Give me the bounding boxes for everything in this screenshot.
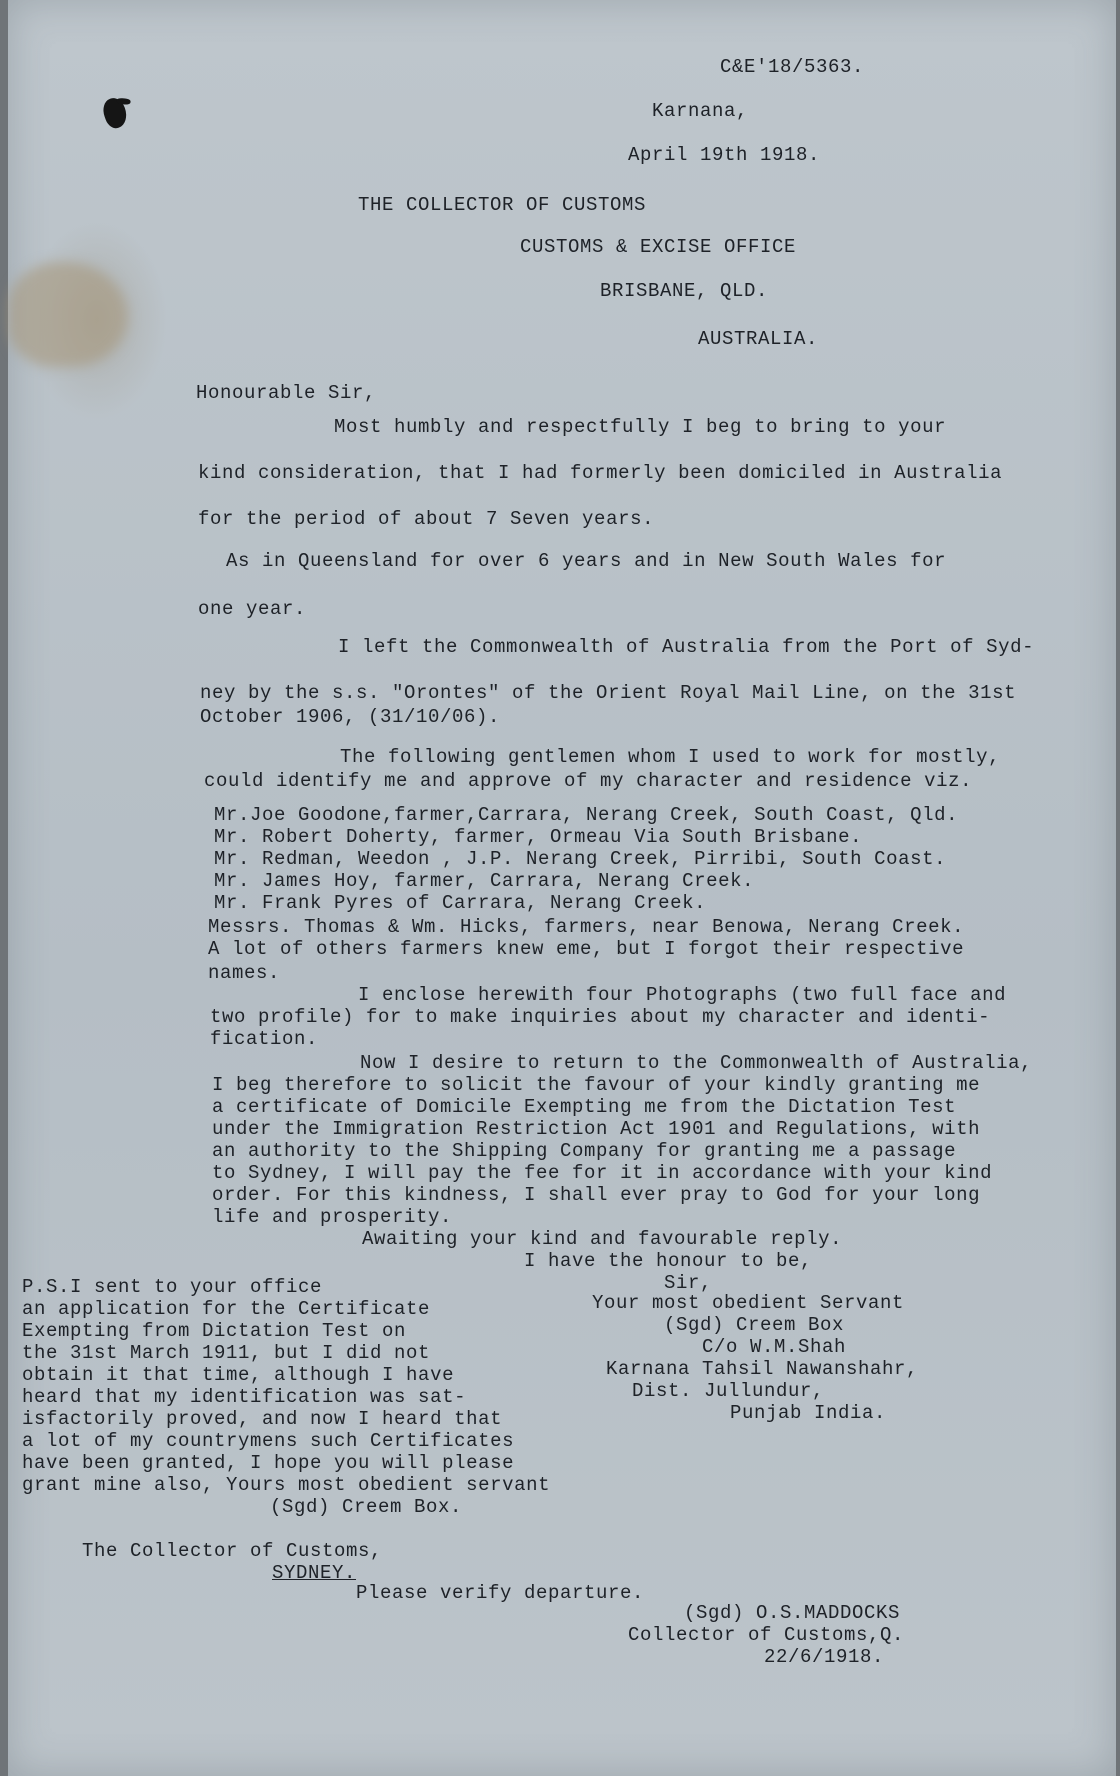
paper-stain <box>8 262 128 367</box>
paragraph-3-line-2: ney by the s.s. "Orontes" of the Orient Royal Mail Line, on the 31st <box>200 682 1017 704</box>
endorsement-title: Collector of Customs,Q. <box>628 1624 905 1646</box>
closing-line-3: Sir, <box>664 1272 713 1294</box>
postscript-line: isfactorily proved, and now I heard that <box>22 1408 503 1430</box>
endorsement-city: SYDNEY. <box>272 1562 357 1584</box>
sender-address-line-1: Karnana Tahsil Nawanshahr, <box>606 1358 919 1380</box>
paragraph-5-line-1: I enclose herewith four Photographs (two full face and <box>358 984 1007 1006</box>
paragraph-6-line-3: a certificate of Domicile Exempting me from the Dictation Test <box>212 1096 957 1118</box>
sender-address-line-3: Punjab India. <box>730 1402 887 1424</box>
referee-line: Messrs. Thomas & Wm. Hicks, farmers, near Benowa, Nerang Creek. <box>208 916 965 938</box>
sender-care-of: C/o W.M.Shah <box>702 1336 847 1358</box>
paragraph-2-line-2: one year. <box>198 598 307 620</box>
sender-place: Karnana, <box>652 100 749 122</box>
referee-line: Mr. James Hoy, farmer, Carrara, Nerang Creek. <box>214 870 755 892</box>
postscript-line: Exempting from Dictation Test on <box>22 1320 407 1342</box>
paragraph-1-line-2: kind consideration, that I had formerly been domiciled in Australia <box>198 462 1003 484</box>
postscript-signature: (Sgd) Creem Box. <box>270 1496 463 1518</box>
sender-address-line-2: Dist. Jullundur, <box>632 1380 825 1402</box>
paragraph-2-line-1: As in Queensland for over 6 years and in New South Wales for <box>226 550 947 572</box>
paragraph-4-line-2: could identify me and approve of my character and residence viz. <box>204 770 973 792</box>
addressee-line-4: AUSTRALIA. <box>698 328 819 350</box>
endorsement-instruction: Please verify departure. <box>356 1582 645 1604</box>
postscript-line: heard that my identification was sat- <box>22 1386 467 1408</box>
addressee-line-3: BRISBANE, QLD. <box>600 280 769 302</box>
postscript-line: an application for the Certificate <box>22 1298 431 1320</box>
closing-line-4: Your most obedient Servant <box>592 1292 905 1314</box>
paragraph-6-line-2: I beg therefore to solicit the favour of your kindly granting me <box>212 1074 981 1096</box>
paragraph-5-line-3: fication. <box>210 1028 319 1050</box>
postscript-line: a lot of my countrymens such Certificates <box>22 1430 515 1452</box>
postscript-line: obtain it that time, although I have <box>22 1364 455 1386</box>
endorsement-date: 22/6/1918. <box>764 1646 885 1668</box>
endorsement-addressee: The Collector of Customs, <box>82 1540 383 1562</box>
referee-line: Mr. Frank Pyres of Carrara, Nerang Creek. <box>214 892 707 914</box>
reference-number: C&E'18/5363. <box>720 56 865 78</box>
closing-line-2: I have the honour to be, <box>524 1250 813 1272</box>
paragraph-6-line-4: under the Immigration Restriction Act 1901 and Regulations, with <box>212 1118 981 1140</box>
paragraph-3-line-1: I left the Commonwealth of Australia from the Port of Syd- <box>338 636 1035 658</box>
letter-date: April 19th 1918. <box>628 144 821 166</box>
paragraph-1-line-1: Most humbly and respectfully I beg to bring to your <box>334 416 947 438</box>
ink-blot <box>100 95 131 131</box>
postscript-line: have been granted, I hope you will please <box>22 1452 515 1474</box>
letter-page <box>8 0 1116 1776</box>
paragraph-4-line-1: The following gentlemen whom I used to work for mostly, <box>340 746 1001 768</box>
paragraph-5-line-2: two profile) for to make inquiries about my character and identi- <box>210 1006 991 1028</box>
salutation: Honourable Sir, <box>196 382 377 404</box>
referee-line: A lot of others farmers knew eme, but I forgot their respective <box>208 938 965 960</box>
addressee-line-2: CUSTOMS & EXCISE OFFICE <box>520 236 797 258</box>
paragraph-6-line-6: to Sydney, I will pay the fee for it in accordance with your kind <box>212 1162 993 1184</box>
paragraph-1-line-3: for the period of about 7 Seven years. <box>198 508 655 530</box>
referee-line: Mr. Robert Doherty, farmer, Ormeau Via South Brisbane. <box>214 826 863 848</box>
postscript-line: grant mine also, Yours most obedient servant <box>22 1474 551 1496</box>
paragraph-6-line-1: Now I desire to return to the Commonwealth of Australia, <box>360 1052 1033 1074</box>
endorsement-signature: (Sgd) O.S.MADDOCKS <box>684 1602 901 1624</box>
paragraph-6-line-5: an authority to the Shipping Company for granting me a passage <box>212 1140 957 1162</box>
referee-line: Mr.Joe Goodone,farmer,Carrara, Nerang Creek, South Coast, Qld. <box>214 804 959 826</box>
postscript-line: the 31st March 1911, but I did not <box>22 1342 431 1364</box>
postscript-line: P.S.I sent to your office <box>22 1276 323 1298</box>
addressee-line-1: THE COLLECTOR OF CUSTOMS <box>358 194 647 216</box>
paragraph-3-line-3: October 1906, (31/10/06). <box>200 706 501 728</box>
referee-line: Mr. Redman, Weedon , J.P. Nerang Creek, Pirribi, South Coast. <box>214 848 947 870</box>
closing-line-1: Awaiting your kind and favourable reply. <box>362 1228 843 1250</box>
paragraph-6-line-7: order. For this kindness, I shall ever pray to God for your long <box>212 1184 981 1206</box>
paragraph-6-line-8: life and prosperity. <box>212 1206 453 1228</box>
referee-line: names. <box>208 962 281 984</box>
signature-sender: (Sgd) Creem Box <box>664 1314 845 1336</box>
